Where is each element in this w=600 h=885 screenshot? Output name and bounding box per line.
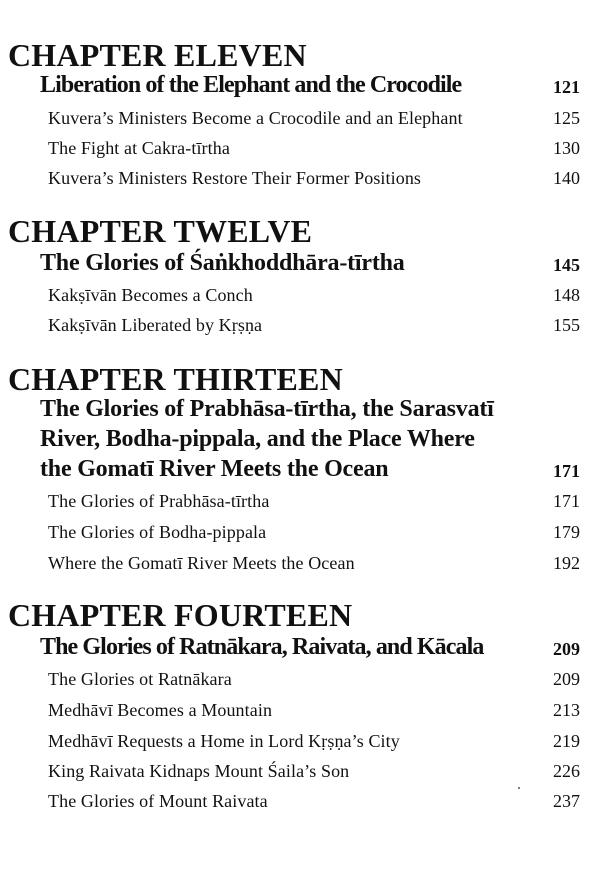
toc-entry-label: Medhāvī Requests a Home in Lord Kṛṣṇa’s City bbox=[48, 731, 400, 751]
chapter-title: The Glories of Ratnākara, Raivata, and Kācala bbox=[40, 634, 484, 660]
toc-entry-page: 226 bbox=[553, 761, 580, 781]
toc-entry-page: 192 bbox=[553, 553, 580, 573]
toc-entry-page: 209 bbox=[553, 669, 580, 689]
toc-entry-label: Kakṣīvān Becomes a Conch bbox=[48, 285, 253, 305]
chapter-page-number: 145 bbox=[553, 255, 580, 275]
toc-entry-label: Where the Gomatī River Meets the Ocean bbox=[48, 553, 355, 573]
toc-entry[interactable] bbox=[0, 517, 600, 547]
toc-entry[interactable] bbox=[0, 726, 600, 756]
chapter-page-number: 209 bbox=[553, 639, 580, 659]
toc-entry[interactable] bbox=[0, 486, 600, 516]
toc-entry-label: The Glories of Mount Raivata bbox=[48, 791, 268, 811]
toc-entry-page: 140 bbox=[553, 168, 580, 188]
chapter-title: Liberation of the Elephant and the Crocodile bbox=[40, 72, 462, 98]
chapter-title-line-1: The Glories of Prabhāsa-tīrtha, the Sarasvatī bbox=[40, 396, 494, 422]
toc-entry-page: 148 bbox=[553, 285, 580, 305]
toc-entry-page: 237 bbox=[553, 791, 580, 811]
toc-entry-label: The Fight at Cakra-tīrtha bbox=[48, 138, 230, 158]
scan-speck bbox=[518, 787, 520, 789]
chapter-title-line-2: River, Bodha-pippala, and the Place Where bbox=[40, 426, 475, 452]
chapter-title: The Glories of Śaṅkhoddhāra-tīrtha bbox=[40, 250, 405, 276]
toc-entry-label: Medhāvī Becomes a Mountain bbox=[48, 700, 273, 720]
toc-entry[interactable] bbox=[0, 664, 600, 694]
toc-entry-label: Kakṣīvān Liberated by Kṛṣṇa bbox=[48, 315, 263, 335]
toc-entry-label: King Raivata Kidnaps Mount Śaila’s Son bbox=[48, 761, 350, 781]
toc-entry-label: The Glories of Prabhāsa-tīrtha bbox=[48, 491, 270, 511]
chapter-heading: CHAPTER TWELVE bbox=[8, 213, 313, 249]
chapter-page-number: 121 bbox=[553, 77, 580, 97]
toc-entry-label: The Glories ot Ratnākara bbox=[48, 669, 232, 689]
chapter-heading: CHAPTER ELEVEN bbox=[8, 37, 307, 73]
toc-entry-page: 219 bbox=[553, 731, 580, 751]
toc-entry[interactable] bbox=[0, 163, 600, 193]
toc-entry-label: The Glories of Bodha-pippala bbox=[48, 522, 267, 542]
toc-entry[interactable] bbox=[0, 756, 600, 786]
toc-entry-page: 125 bbox=[553, 108, 580, 128]
chapter-heading: CHAPTER FOURTEEN bbox=[8, 597, 353, 633]
toc-entry-page: 155 bbox=[553, 315, 580, 335]
chapter-page-number: 171 bbox=[553, 461, 580, 481]
toc-entry[interactable] bbox=[0, 103, 600, 133]
toc-entry-label: Kuvera’s Ministers Restore Their Former Positions bbox=[48, 168, 422, 188]
toc-entry[interactable] bbox=[0, 548, 600, 578]
toc-entry-page: 179 bbox=[553, 522, 580, 542]
toc-entry-page: 213 bbox=[553, 700, 580, 720]
chapter-title-line-3: the Gomatī River Meets the Ocean bbox=[40, 456, 389, 482]
toc-entry[interactable] bbox=[0, 133, 600, 163]
toc-entry-page: 171 bbox=[553, 491, 580, 511]
toc-entry[interactable] bbox=[0, 310, 600, 340]
toc-entry-page: 130 bbox=[553, 138, 580, 158]
toc-entry[interactable] bbox=[0, 280, 600, 310]
toc-entry[interactable] bbox=[0, 786, 600, 816]
toc-entry[interactable] bbox=[0, 695, 600, 725]
chapter-heading: CHAPTER THIRTEEN bbox=[8, 361, 343, 397]
toc-entry-label: Kuvera’s Ministers Become a Crocodile and an Elephant bbox=[48, 108, 463, 128]
